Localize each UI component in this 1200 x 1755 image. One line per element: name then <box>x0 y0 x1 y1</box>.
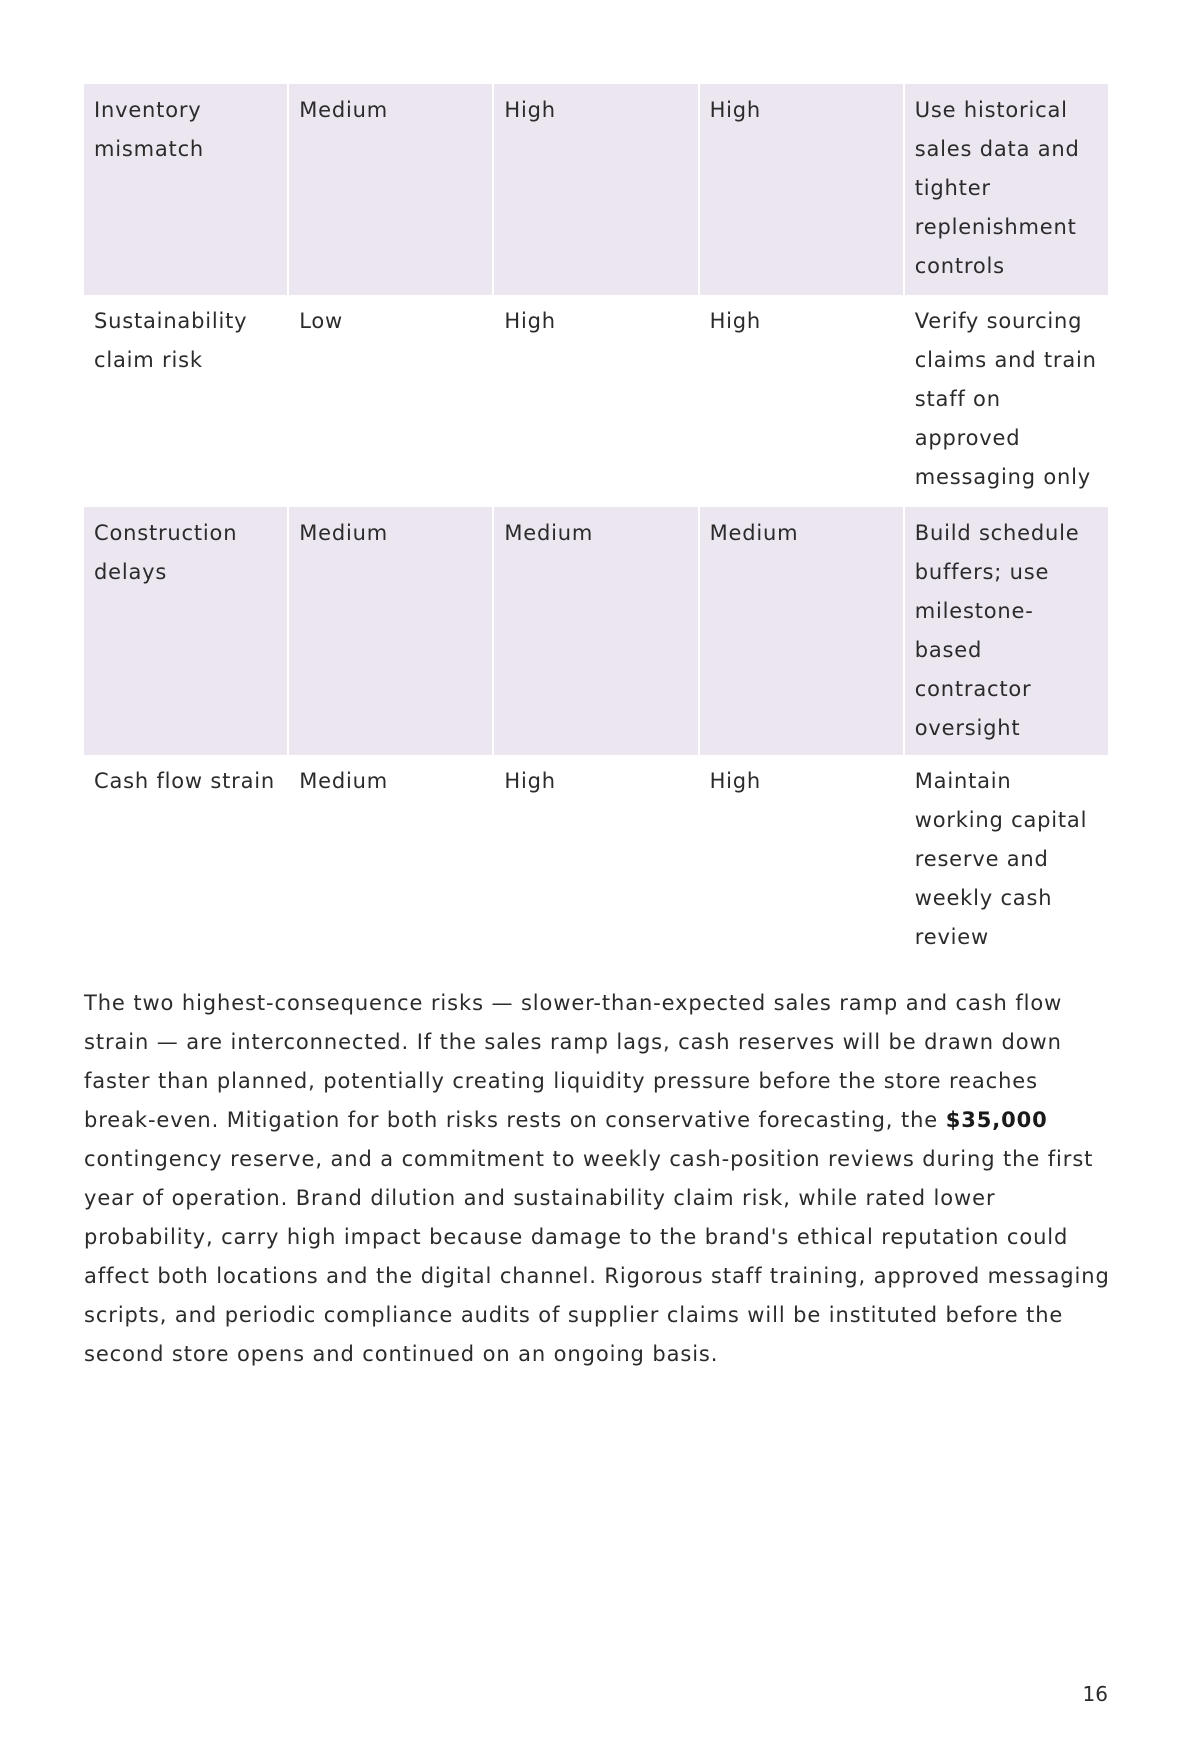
priority-cell: High <box>700 84 903 295</box>
mitigation-cell: Maintain working capital reserve and weekly cash review <box>914 769 1088 949</box>
probability-cell: Medium <box>299 769 388 793</box>
probability-cell: Medium <box>289 84 492 295</box>
page-content <box>84 84 1112 966</box>
paragraph-text-start: The two highest-consequence risks — slower-than-expected sales ramp and cash flow strain — are interconnected. If the sales ramp lags, cash reserves will be drawn down faster than planned, potentially creating liquidity pressure before the store reaches break-even. Mitigation for both risks rests on conservative forecasting, the <box>84 991 1063 1132</box>
risk-name-cell: Inventory mismatch <box>84 84 287 295</box>
probability-cell: Low <box>299 309 343 333</box>
risk-table <box>82 84 1110 966</box>
impact-cell: Medium <box>494 507 697 755</box>
risk-name-cell: Sustainability claim risk <box>94 309 248 372</box>
table-row <box>84 84 1108 295</box>
table-row <box>84 755 1108 966</box>
risk-name-cell: Construction delays <box>84 507 287 755</box>
impact-cell: High <box>504 309 556 333</box>
priority-cell: Medium <box>700 507 903 755</box>
priority-cell: High <box>709 769 762 793</box>
mitigation-cell: Build schedule buffers; use milestone-based contractor oversight <box>905 507 1108 755</box>
page-number: 16 <box>1082 1682 1108 1706</box>
mitigation-cell: Use historical sales data and tighter replenishment controls <box>905 84 1108 295</box>
impact-cell: High <box>494 84 697 295</box>
impact-cell: High <box>504 769 556 793</box>
table-row <box>84 507 1108 755</box>
probability-cell: Medium <box>289 507 492 755</box>
contingency-amount: $35,000 <box>945 1108 1048 1132</box>
mitigation-cell: Verify sourcing claims and train staff on approved messaging only <box>914 309 1097 489</box>
table-row <box>84 295 1108 507</box>
risk-name-cell: Cash flow strain <box>94 769 276 793</box>
priority-cell: High <box>709 309 762 333</box>
risk-summary-paragraph <box>84 984 1114 1374</box>
paragraph-text-end: contingency reserve, and a commitment to weekly cash-position reviews during the first year of operation. Brand dilution and sustainability claim risk, while rated lower probability, carry high impact because damage to the brand's ethical reputation could affect both locations and the digital channel. Rigorous staff training, approved messaging scripts, and periodic compliance audits of supplier claims will be instituted before the second store opens and continued on an ongoing basis. <box>84 1147 1110 1366</box>
